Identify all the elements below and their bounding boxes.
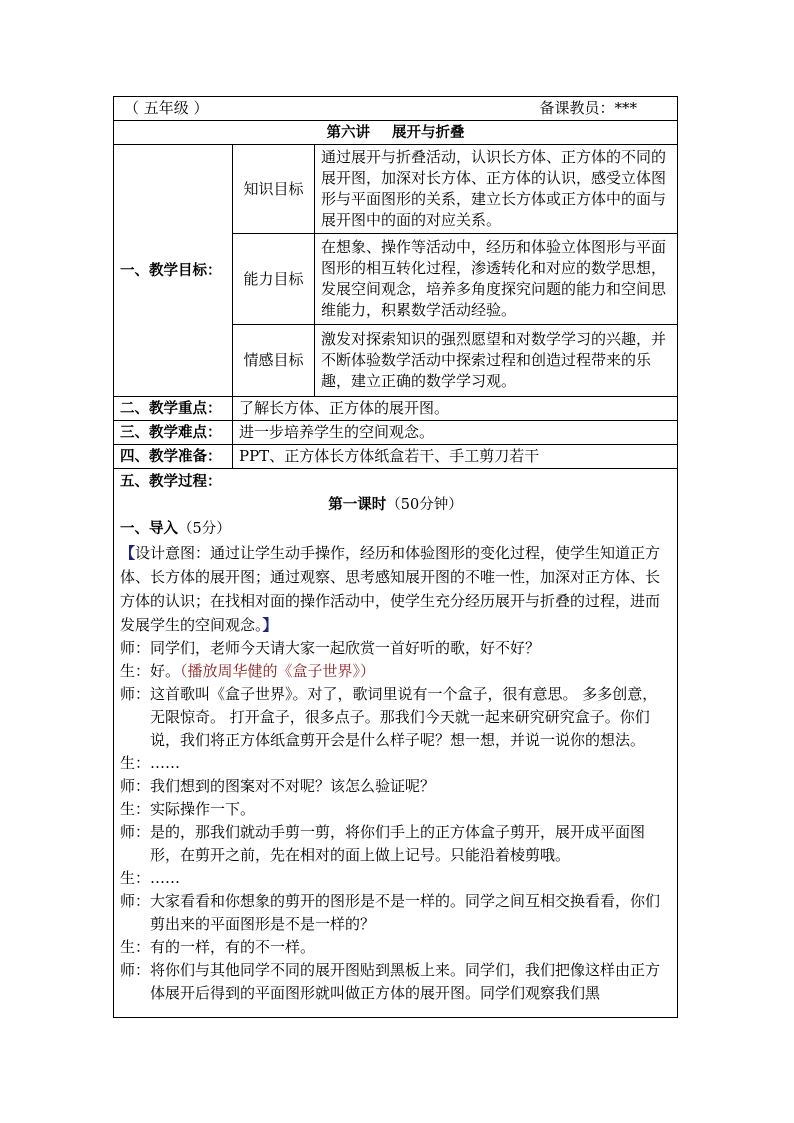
dialogue bbox=[114, 637, 677, 1005]
dialogue-line bbox=[120, 637, 671, 660]
row-label: 二、教学重点： bbox=[114, 397, 233, 421]
dialogue-line bbox=[120, 959, 671, 1005]
dialogue-line bbox=[120, 683, 671, 752]
lesson-duration: （50分钟） bbox=[386, 497, 463, 513]
title-row bbox=[114, 121, 678, 145]
lesson-plan-page bbox=[113, 96, 677, 1018]
intro-heading bbox=[114, 517, 677, 541]
dialogue-text: 大家看看和你想象的剪开的图形是不是一样的。同学之间互相交换看看，你们剪出来的平面图形是不是一样的？ bbox=[150, 892, 661, 933]
speaker: 师： bbox=[120, 892, 151, 910]
row-label: 三、教学难点： bbox=[114, 421, 233, 445]
goal-name: 能力目标 bbox=[233, 234, 315, 325]
goal-text: 激发对探索知识的强烈愿望和对数学学习的兴趣，并不断体验数学活动中探索过程和创造过程带来的乐趣，建立正确的数学学习观。 bbox=[315, 325, 678, 397]
row-text: PPT、正方体长方体纸盒若干、手工剪刀若干 bbox=[233, 445, 678, 469]
design-text: 设计意图：通过让学生动手操作，经历和体验图形的变化过程，使学生知道正方体、长方体的展开图；通过观察、思考感知展开图的不唯一性，加深对正方体、长方体的认识；在找相对面的操作活动中，使学生充分经历展开与折叠的过程，进而发展学生的空间观念。 bbox=[120, 544, 661, 634]
intro-title: 一、导入 bbox=[120, 520, 178, 537]
speaker: 师： bbox=[120, 777, 151, 795]
dialogue-text: 有的一样，有的不一样。 bbox=[150, 938, 316, 956]
goal-row-knowledge bbox=[114, 145, 678, 234]
design-close-bracket: 】 bbox=[262, 616, 278, 634]
dialogue-note: （播放周华健的《盒子世界》） bbox=[180, 662, 376, 680]
dialogue-line bbox=[120, 821, 671, 867]
lecture-topic: 展开与折叠 bbox=[392, 124, 465, 141]
design-intent bbox=[114, 541, 677, 637]
process-label: 五、教学过程： bbox=[120, 473, 222, 490]
goals-label: 一、教学目标： bbox=[114, 145, 233, 397]
dialogue-text: …… bbox=[150, 754, 181, 772]
goal-name: 知识目标 bbox=[233, 145, 315, 234]
dialogue-text: …… bbox=[150, 869, 181, 887]
dialogue-text: 这首歌叫《盒子世界》。对了，歌词里说有一个盒子，很有意思。 多多创意，无限惊奇。 打开盒子，很多点子。那我们今天就一起来研究研究盒子。你们说，我们将正方体纸盒剪开会是什么样子呢？想一想，并说一说你的想法。 bbox=[150, 685, 658, 749]
dialogue-line bbox=[120, 867, 671, 890]
dialogue-text: 将你们与其他同学不同的展开图贴到黑板上来。同学们，我们把像这样由正方体展开后得到的平面图形就叫做正方体的展开图。同学们观察我们黑 bbox=[150, 961, 661, 1002]
goal-name: 情感目标 bbox=[233, 325, 315, 397]
row-text: 了解长方体、正方体的展开图。 bbox=[233, 397, 678, 421]
speaker: 生： bbox=[120, 800, 151, 818]
row-text: 进一步培养学生的空间观念。 bbox=[233, 421, 678, 445]
dialogue-text: 是的，那我们就动手剪一剪，将你们手上的正方体盒子剪开，展开成平面图形，在剪开之前，先在相对的面上做上记号。只能沿着棱剪哦。 bbox=[150, 823, 646, 864]
design-open-bracket: 【 bbox=[120, 544, 136, 562]
dialogue-line bbox=[120, 936, 671, 959]
speaker: 生： bbox=[120, 662, 151, 680]
header-row bbox=[114, 97, 678, 121]
difficulty-row bbox=[114, 421, 678, 445]
intro-duration: （5分） bbox=[178, 521, 231, 537]
speaker: 生： bbox=[120, 938, 151, 956]
dialogue-line bbox=[120, 890, 671, 936]
speaker: 师： bbox=[120, 639, 151, 657]
dialogue-line bbox=[120, 798, 671, 821]
lecture-number: 第六讲 bbox=[326, 124, 370, 141]
row-label: 四、教学准备： bbox=[114, 445, 233, 469]
dialogue-text: 好。 bbox=[150, 662, 181, 680]
speaker: 生： bbox=[120, 869, 151, 887]
speaker: 生： bbox=[120, 754, 151, 772]
preparation-row bbox=[114, 445, 678, 469]
dialogue-line bbox=[120, 752, 671, 775]
dialogue-text: 实际操作一下。 bbox=[150, 800, 256, 818]
lesson-title: 第一课时 bbox=[328, 496, 387, 513]
lesson-plan-table bbox=[113, 96, 678, 1018]
speaker: 师： bbox=[120, 823, 151, 841]
key-point-row bbox=[114, 397, 678, 421]
grade-label: （ 五年级 ） bbox=[124, 99, 209, 117]
speaker: 师： bbox=[120, 961, 151, 979]
dialogue-line bbox=[120, 660, 671, 683]
teacher-label: 备课教员：*** bbox=[539, 99, 637, 117]
lesson-heading bbox=[114, 493, 677, 517]
dialogue-line bbox=[120, 775, 671, 798]
goal-text: 通过展开与折叠活动，认识长方体、正方体的不同的展开图，加深对长方体、正方体的认识，感受立体图形与平面图形的关系，建立长方体或正方体中的面与展开图中的面的对应关系。 bbox=[315, 145, 678, 234]
dialogue-text: 我们想到的图案对不对呢？该怎么验证呢？ bbox=[150, 777, 436, 795]
process-row bbox=[114, 469, 678, 1018]
dialogue-text: 同学们，老师今天请大家一起欣赏一首好听的歌，好不好？ bbox=[150, 639, 541, 657]
goal-text: 在想象、操作等活动中，经历和体验立体图形与平面图形的相互转化过程，渗透转化和对应的数学思想，发展空间观念，培养多角度探究问题的能力和空间思维能力，积累数学活动经验。 bbox=[315, 234, 678, 325]
speaker: 师： bbox=[120, 685, 151, 703]
